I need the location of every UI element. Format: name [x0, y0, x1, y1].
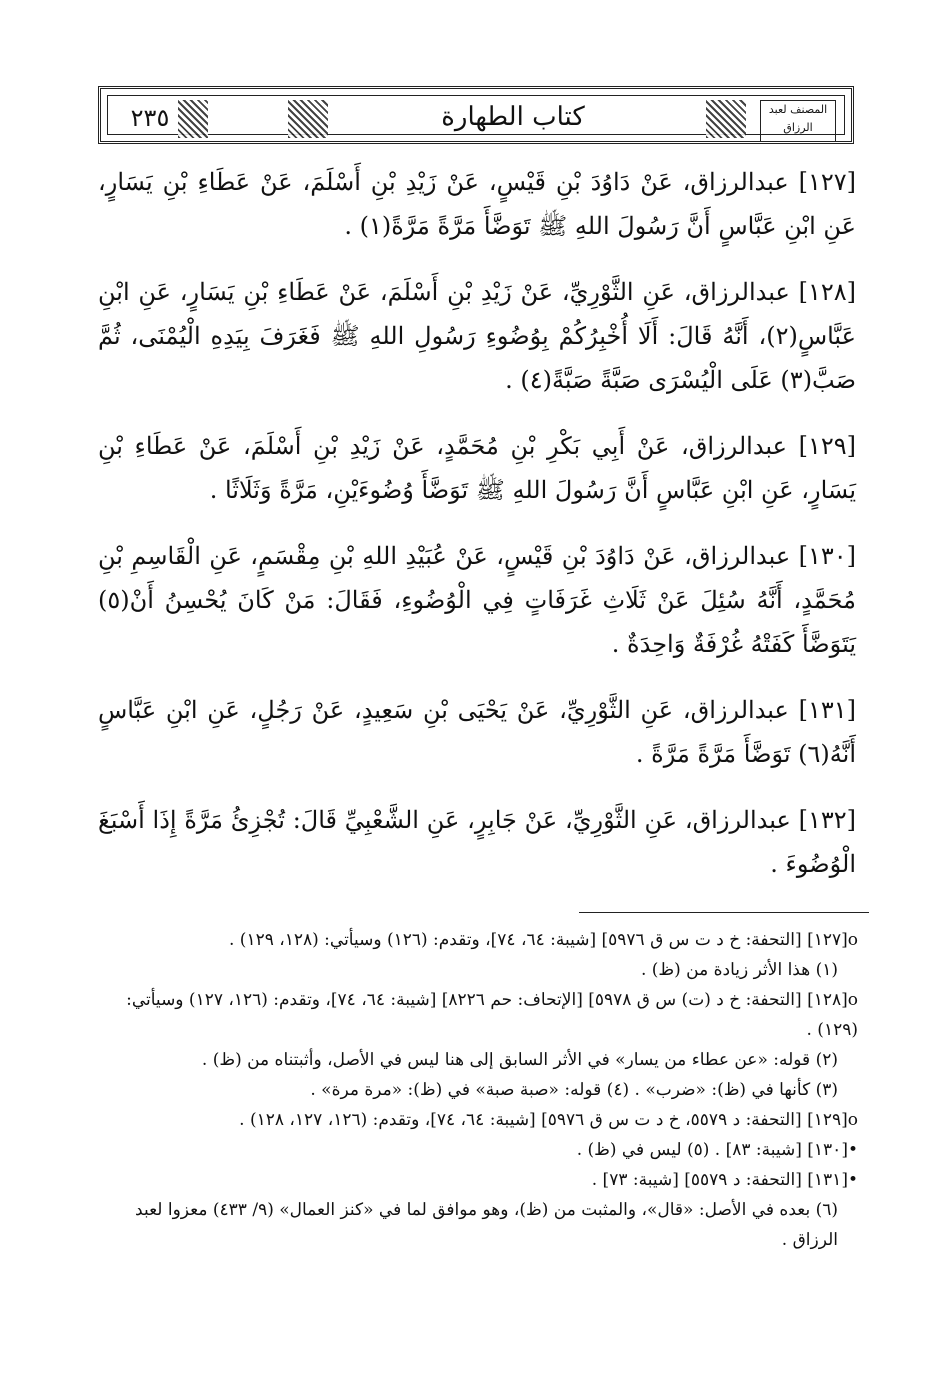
- paragraph-text: [١٣١] عبدالرزاق، عَنِ الثَّوْرِيِّ، عَنْ يَحْيَى بْنِ سَعِيدٍ، عَنْ رَجُلٍ، عَنِ ابْنِ عَبَّاسٍ أَنَّهُ(٦) تَوَضَّأَ مَرَّةً مَرَّةً .: [98, 696, 856, 768]
- footnote-line: o[١٢٨] [التحفة: خ د (ت) س ق ٥٩٧٨] [الإتحاف: حم ٨٢٢٦] [شيبة: ٦٤، ٧٤]، وتقدم: (١٢٦، ١٢٧) وسيأتي: (١٢٩) .: [126, 990, 858, 1040]
- paragraph-text: [١٢٨] عبدالرزاق، عَنِ الثَّوْرِيِّ، عَنْ زَيْدِ بْنِ أَسْلَمَ، عَنْ عَطَاءِ بْنِ يَسَارٍ، عَنِ ابْنِ عَبَّاسٍ(٢)، أَنَّهُ قَالَ: أَلَا أُخْبِرُكُمْ بِوُضُوءِ رَسُولِ اللهِ ﷺ فَغَرَفَ بِيَدِهِ الْيُمْنَى، ثُمَّ صَبَّ(٣) عَلَى الْيُسْرَى صَبَّةً صَبَّةً(٤) .: [98, 278, 856, 394]
- paragraph-text: [١٣٢] عبدالرزاق، عَنِ الثَّوْرِيِّ، عَنْ جَابِرٍ، عَنِ الشَّعْبِيِّ قَالَ: تُجْزِئُ مَرَّةً إِذَا أَسْبَغَ الْوُضُوءَ .: [98, 806, 856, 878]
- hadith-128: [98, 270, 856, 402]
- hadith-130: [98, 534, 856, 666]
- hadith-127: [98, 160, 856, 248]
- page-header: [98, 86, 854, 144]
- main-text: [98, 160, 856, 908]
- footnote-separator: [579, 912, 869, 913]
- footnote-line: o[١٢٧] [التحفة: خ د ت س ق ٥٩٧٦] [شيبة: ٦٤، ٧٤]، وتقدم: (١٢٦) وسيأتي: (١٢٨، ١٢٩) .: [228, 930, 858, 950]
- header-frame: [107, 95, 845, 135]
- footnote-line: o[١٢٩] [التحفة: د ٥٥٧٩، خ د ت س ق ٥٩٧٦] [شيبة: ٦٤، ٧٤]، وتقدم: (١٢٦، ١٢٧، ١٢٨) .: [239, 1110, 858, 1130]
- ornament-left-1: [178, 100, 208, 138]
- ornament-right-1: [706, 100, 746, 138]
- paragraph-text: [١٢٧] عبدالرزاق، عَنْ دَاوُدَ بْنِ قَيْسٍ، عَنْ زَيْدِ بْنِ أَسْلَمَ، عَنْ عَطَاءِ بْنِ يَسَارٍ، عَنِ ابْنِ عَبَّاسٍ أَنَّ رَسُولَ اللهِ ﷺ تَوَضَّأَ مَرَّةً مَرَّةً(١) .: [98, 168, 856, 240]
- paragraph-text: [١٢٩] عبدالرزاق، عَنْ أَبِي بَكْرِ بْنِ مُحَمَّدٍ، عَنْ زَيْدِ بْنِ أَسْلَمَ، عَنْ عَطَاءِ بْنِ يَسَارٍ، عَنِ ابْنِ عَبَّاسٍ أَنَّ رَسُولَ اللهِ ﷺ تَوَضَّأَ وُضُوءَيْنِ، مَرَّةً وَثَلَاثًا .: [98, 432, 856, 504]
- page-number: ٢٣٥: [130, 104, 170, 132]
- paragraph-text: [١٣٠] عبدالرزاق، عَنْ دَاوُدَ بْنِ قَيْسٍ، عَنْ عُبَيْدِ اللهِ بْنِ مِقْسَمٍ، عَنِ الْقَاسِمِ بْنِ مُحَمَّدٍ، أَنَّهُ سُئِلَ عَنْ ثَلَاثِ غَرَفَاتٍ فِي الْوُضُوءِ، فَقَالَ: مَنْ كَانَ يُحْسِنُ أَنْ(٥) يَتَوَضَّأَ كَفَتْهُ غُرْفَةٌ وَاحِدَةٌ .: [98, 542, 856, 658]
- footnotes: [98, 925, 858, 1255]
- footnote-line: (١) هذا الأثر زيادة من (ظ) .: [640, 960, 838, 980]
- book-logo: المصنف لعبد الرزاق: [760, 100, 836, 142]
- hadith-132: [98, 798, 856, 886]
- footnote-line: (٢) قوله: «عن عطاء من يسار» في الأثر السابق إلى هنا ليس في الأصل، وأثبتناه من (ظ) .: [201, 1050, 838, 1070]
- chapter-title: كتاب الطهارة: [441, 102, 585, 132]
- footnote-line: (٣) كأنها في (ظ): «ضرب» . (٤) قوله: «صبة صبة» في (ظ): «مرة مرة» .: [310, 1080, 838, 1100]
- hadith-129: [98, 424, 856, 512]
- ornament-left-2: [288, 100, 328, 138]
- footnote-line: •[١٣١] [التحفة: د ٥٥٧٩] [شيبة: ٧٣] .: [591, 1170, 858, 1190]
- footnote-line: •[١٣٠] [شيبة: ٨٣] . (٥) ليس في (ظ) .: [576, 1140, 858, 1160]
- hadith-131: [98, 688, 856, 776]
- footnote-line: (٦) بعده في الأصل: «قال»، والمثبت من (ظ)، وهو موافق لما في «كنز العمال» (٩/ ٤٣٣) معزوا لعبد الرزاق .: [135, 1200, 838, 1250]
